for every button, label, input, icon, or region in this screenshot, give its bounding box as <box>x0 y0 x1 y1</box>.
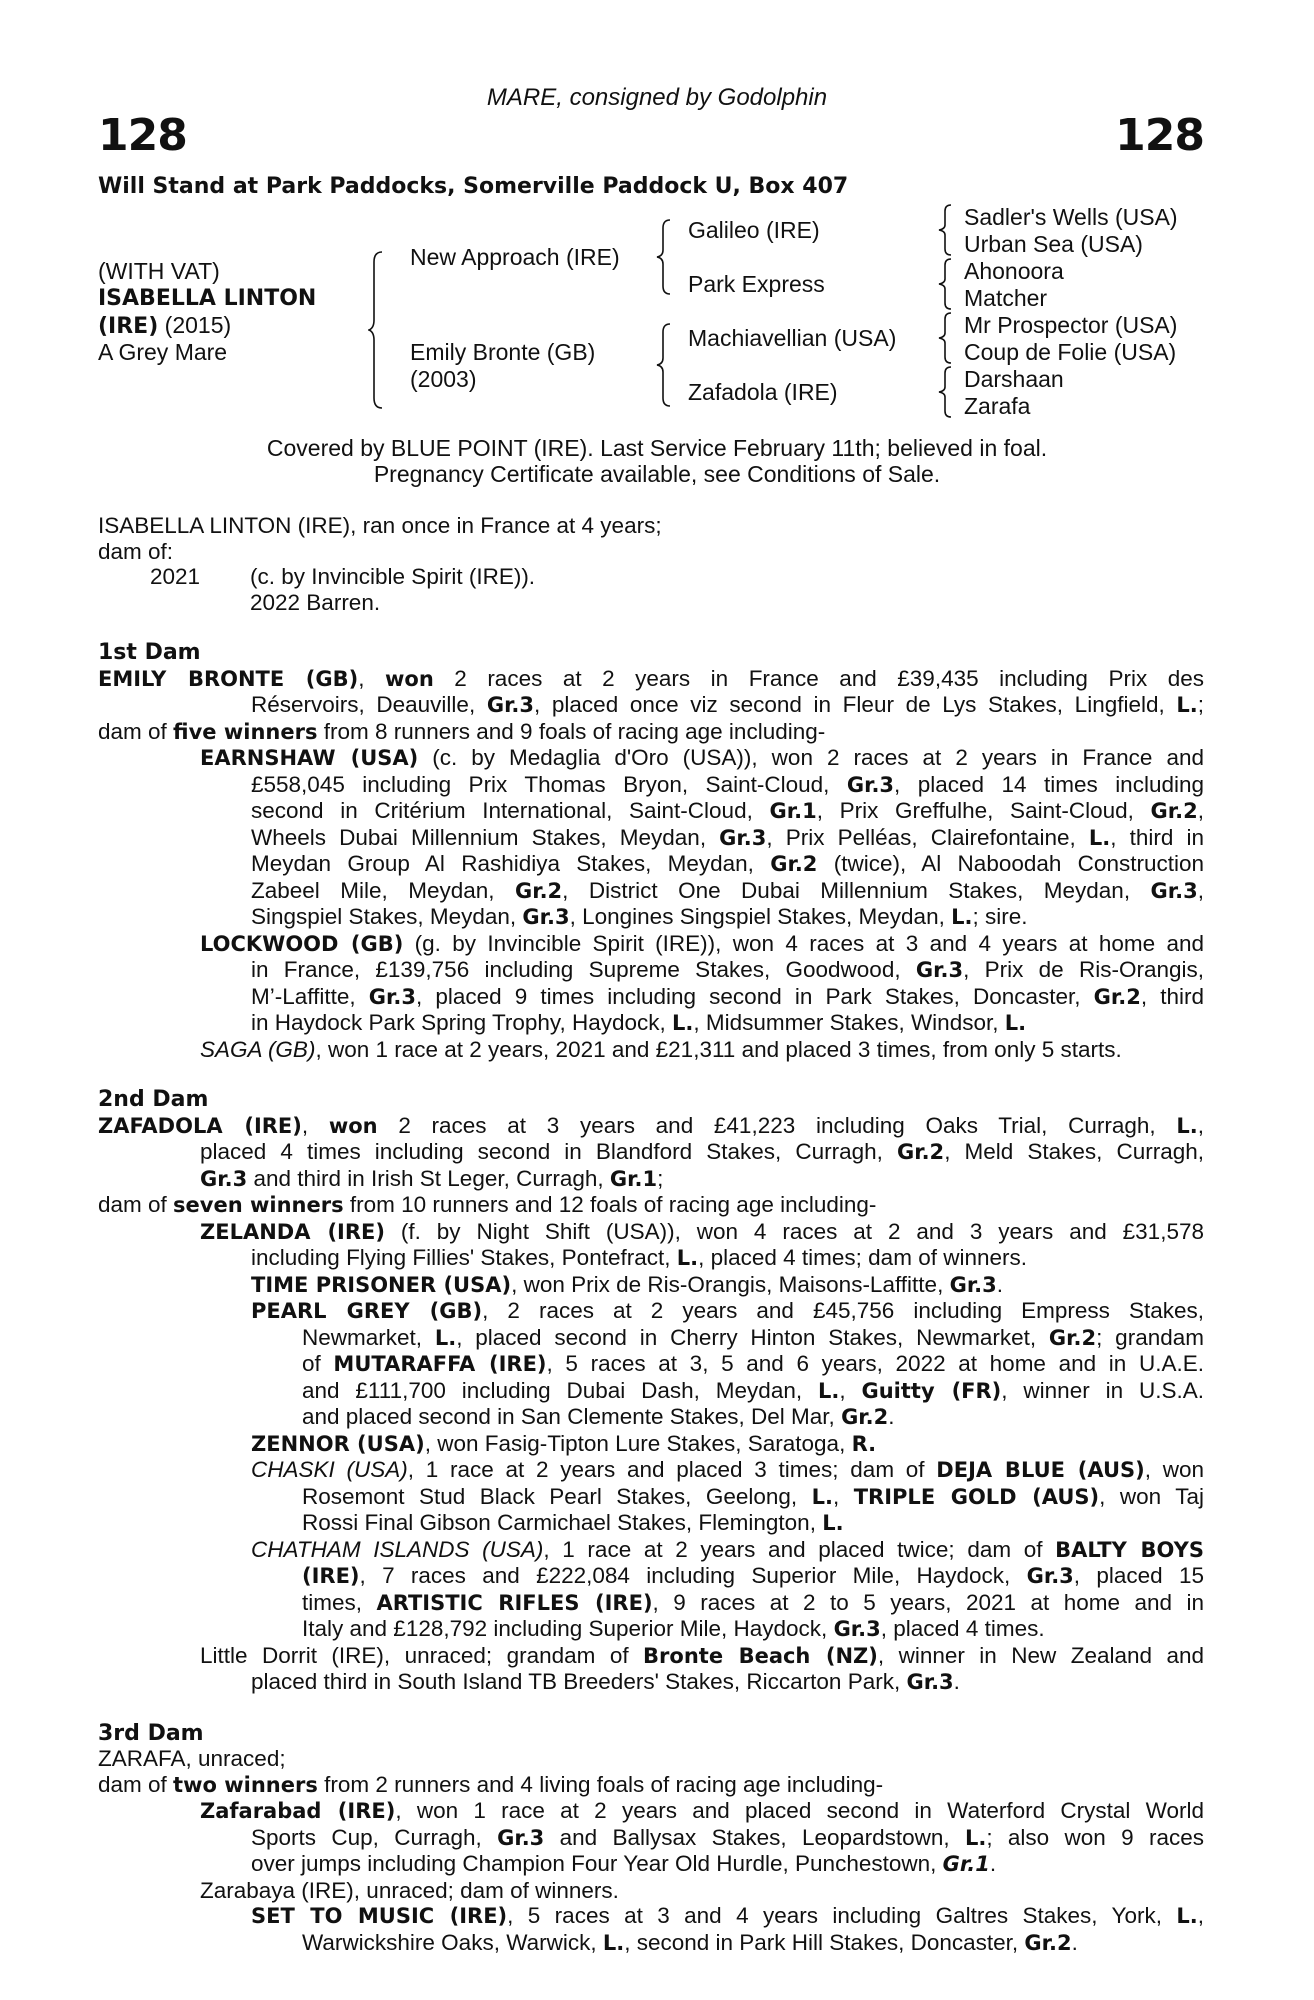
brace-g3 <box>938 311 956 365</box>
produce-2022: 2022 Barren. <box>250 589 381 615</box>
vat-label: (WITH VAT) <box>98 258 220 284</box>
text-line: Meydan Group Al Rashidiya Stakes, Meydan, Gr.2 (twice), Al Naboodah Construction <box>251 851 1204 876</box>
lot-number-left: 128 <box>98 110 187 161</box>
text-line: ZARAFA, unraced; <box>98 1746 286 1771</box>
text-line: of MUTARAFFA (IRE), 5 races at 3, 5 and 6 years, 2022 at home and in U.A.E. <box>302 1351 1204 1376</box>
sire: New Approach (IRE) <box>410 244 620 270</box>
text-line: Gr.3 and third in Irish St Leger, Curragh, Gr.1; <box>200 1165 664 1191</box>
produce-record <box>98 513 1204 615</box>
text-line: Singspiel Stakes, Meydan, Gr.3, Longines Singspiel Stakes, Meydan, L.; sire. <box>251 904 1028 929</box>
sire-sire: Galileo (IRE) <box>688 217 820 243</box>
text-line: Little Dorrit (IRE), unraced; grandam of Bronte Beach (NZ), winner in New Zealand and <box>200 1642 1204 1668</box>
produce-dam-of: dam of: <box>98 538 174 564</box>
text-line: dam of five winners from 8 runners and 9 foals of racing age including- <box>98 718 826 744</box>
brace-g2 <box>938 257 956 311</box>
stand-location: Will Stand at Park Paddocks, Somerville Paddock U, Box 407 <box>98 174 849 199</box>
ancestor-7: Darshaan <box>964 366 1064 392</box>
ancestor-1: Sadler's Wells (USA) <box>964 204 1178 230</box>
first-dam-heading: 1st Dam <box>98 640 201 665</box>
ancestor-6: Coup de Folie (USA) <box>964 339 1177 365</box>
produce-2021: 2021 (c. by Invincible Spirit (IRE)). <box>150 564 536 589</box>
text-line: dam of two winners from 2 runners and 4 living foals of racing age including- <box>98 1771 884 1797</box>
brace-main <box>368 250 388 410</box>
dam-sections <box>98 640 1204 1956</box>
text-line: Zarabaya (IRE), unraced; dam of winners. <box>200 1877 619 1903</box>
sire-dam: Park Express <box>688 271 825 297</box>
text-line: TIME PRISONER (USA), won Prix de Ris-Orangis, Maisons-Laffitte, Gr.3. <box>251 1271 1004 1297</box>
text-line: Wheels Dubai Millennium Stakes, Meydan, Gr.3, Prix Pelléas, Clairefontaine, L., third in <box>251 824 1204 850</box>
pregnancy-note: Pregnancy Certificate available, see Conditions of Sale. <box>373 461 941 487</box>
text-line: Newmarket, L., placed second in Cherry Hinton Stakes, Newmarket, Gr.2; grandam <box>302 1324 1204 1350</box>
text-line: CHASKI (USA), 1 race at 2 years and placed 3 times; dam of DEJA BLUE (AUS), won <box>251 1457 1205 1482</box>
text-line: SET TO MUSIC (IRE), 5 races at 3 and 4 years including Galtres Stakes, York, L., <box>251 1903 1204 1928</box>
text-line: M’-Laffitte, Gr.3, placed 9 times including second in Park Stakes, Doncaster, Gr.2, third <box>251 983 1205 1009</box>
dam-year: (2003) <box>410 366 477 392</box>
horse-name-line2: (IRE) (2015) <box>98 312 232 339</box>
horse-description: A Grey Mare <box>98 339 228 365</box>
text-line: Sports Cup, Curragh, Gr.3 and Ballysax Stakes, Leopardstown, L.; also won 9 races <box>251 1824 1204 1850</box>
text-line: ZENNOR (USA), won Fasig-Tipton Lure Stakes, Saratoga, R. <box>251 1430 877 1456</box>
text-line: Zabeel Mile, Meydan, Gr.2, District One Dubai Millennium Stakes, Meydan, Gr.3, <box>251 877 1204 903</box>
text-line: in France, £139,756 including Supreme Stakes, Goodwood, Gr.3, Prix de Ris-Orangis, <box>251 957 1204 982</box>
text-line: Réservoirs, Deauville, Gr.3, placed once viz second in Fleur de Lys Stakes, Lingfield, L.; <box>251 692 1204 717</box>
text-line: and placed second in San Clemente Stakes, Del Mar, Gr.2. <box>302 1404 895 1429</box>
lot-number-right: 128 <box>1115 110 1204 161</box>
text-line: times, ARTISTIC RIFLES (IRE), 9 races at 2 to 5 years, 2021 at home and in <box>302 1589 1204 1615</box>
covered-line: Covered by BLUE POINT (IRE). Last Service February 11th; believed in foal. <box>266 435 1048 461</box>
text-line: CHATHAM ISLANDS (USA), 1 race at 2 years and placed twice; dam of BALTY BOYS <box>251 1536 1204 1562</box>
text-line: in Haydock Park Spring Trophy, Haydock, L., Midsummer Stakes, Windsor, L. <box>251 1010 1027 1035</box>
produce-intro: ISABELLA LINTON (IRE), ran once in France at 4 years; <box>98 513 662 538</box>
text-line: placed third in South Island TB Breeders' Stakes, Riccarton Park, Gr.3. <box>251 1669 960 1694</box>
dam: Emily Bronte (GB) <box>410 339 596 365</box>
text-line: second in Critérium International, Saint-Cloud, Gr.1, Prix Greffulhe, Saint-Cloud, Gr.2, <box>251 798 1204 823</box>
brace-g1 <box>938 203 956 257</box>
text-line: Rosemont Stud Black Pearl Stakes, Geelong, L., TRIPLE GOLD (AUS), won Taj <box>302 1483 1204 1509</box>
text-line: Rossi Final Gibson Carmichael Stakes, Flemington, L. <box>302 1510 844 1535</box>
brace-sire <box>656 218 676 296</box>
text-line: EARNSHAW (USA) (c. by Medaglia d'Oro (USA)), won 2 races at 2 years in France and <box>200 745 1204 770</box>
text-line: £558,045 including Prix Thomas Bryon, Saint-Cloud, Gr.3, placed 14 times including <box>251 771 1205 797</box>
dam-dam: Zafadola (IRE) <box>688 379 838 405</box>
second-dam-heading: 2nd Dam <box>98 1087 209 1112</box>
text-line: Warwickshire Oaks, Warwick, L., second in Park Hill Stakes, Doncaster, Gr.2. <box>302 1929 1078 1955</box>
text-line: Zafarabad (IRE), won 1 race at 2 years and placed second in Waterford Crystal World <box>200 1798 1204 1823</box>
ancestor-2: Urban Sea (USA) <box>964 231 1143 257</box>
text-line: and £111,700 including Dubai Dash, Meydan, L., Guitty (FR), winner in U.S.A. <box>302 1377 1204 1403</box>
lot-subtitle: MARE, consigned by Godolphin <box>486 84 828 111</box>
brace-g4 <box>938 365 956 419</box>
text-line: PEARL GREY (GB), 2 races at 2 years and £45,756 including Empress Stakes, <box>251 1298 1204 1323</box>
ancestor-8: Zarafa <box>964 393 1031 419</box>
ancestor-5: Mr Prospector (USA) <box>964 312 1178 338</box>
text-line: including Flying Fillies' Stakes, Pontefract, L., placed 4 times; dam of winners. <box>251 1245 1027 1270</box>
text-line: placed 4 times including second in Blandford Stakes, Curragh, Gr.2, Meld Stakes, Curragh, <box>200 1139 1204 1164</box>
horse-name: ISABELLA LINTON <box>98 286 317 311</box>
brace-dam <box>656 322 676 408</box>
text-line: SAGA (GB), won 1 race at 2 years, 2021 and £21,311 and placed 3 times, from only 5 starts. <box>200 1036 1122 1062</box>
dam-sire: Machiavellian (USA) <box>688 325 897 351</box>
text-line: (IRE), 7 races and £222,084 including Superior Mile, Haydock, Gr.3, placed 15 <box>302 1563 1204 1588</box>
text-line: Italy and £128,792 including Superior Mile, Haydock, Gr.3, placed 4 times. <box>302 1616 1045 1641</box>
ancestor-4: Matcher <box>964 285 1048 311</box>
text-line: LOCKWOOD (GB) (g. by Invincible Spirit (IRE)), won 4 races at 3 and 4 years at home and <box>200 930 1205 956</box>
text-line: EMILY BRONTE (GB), won 2 races at 2 years in France and £39,435 including Prix des <box>98 665 1204 691</box>
ancestor-3: Ahonoora <box>964 258 1064 284</box>
text-line: ZAFADOLA (IRE), won 2 races at 3 years and £41,223 including Oaks Trial, Curragh, L., <box>98 1112 1205 1138</box>
third-dam-heading: 3rd Dam <box>98 1720 204 1746</box>
text-line: ZELANDA (IRE) (f. by Night Shift (USA)), won 4 races at 2 and 3 years and £31,578 <box>200 1218 1204 1244</box>
text-line: over jumps including Champion Four Year Old Hurdle, Punchestown, Gr.1. <box>251 1851 997 1876</box>
text-line: dam of seven winners from 10 runners and 12 foals of racing age including- <box>98 1192 877 1217</box>
